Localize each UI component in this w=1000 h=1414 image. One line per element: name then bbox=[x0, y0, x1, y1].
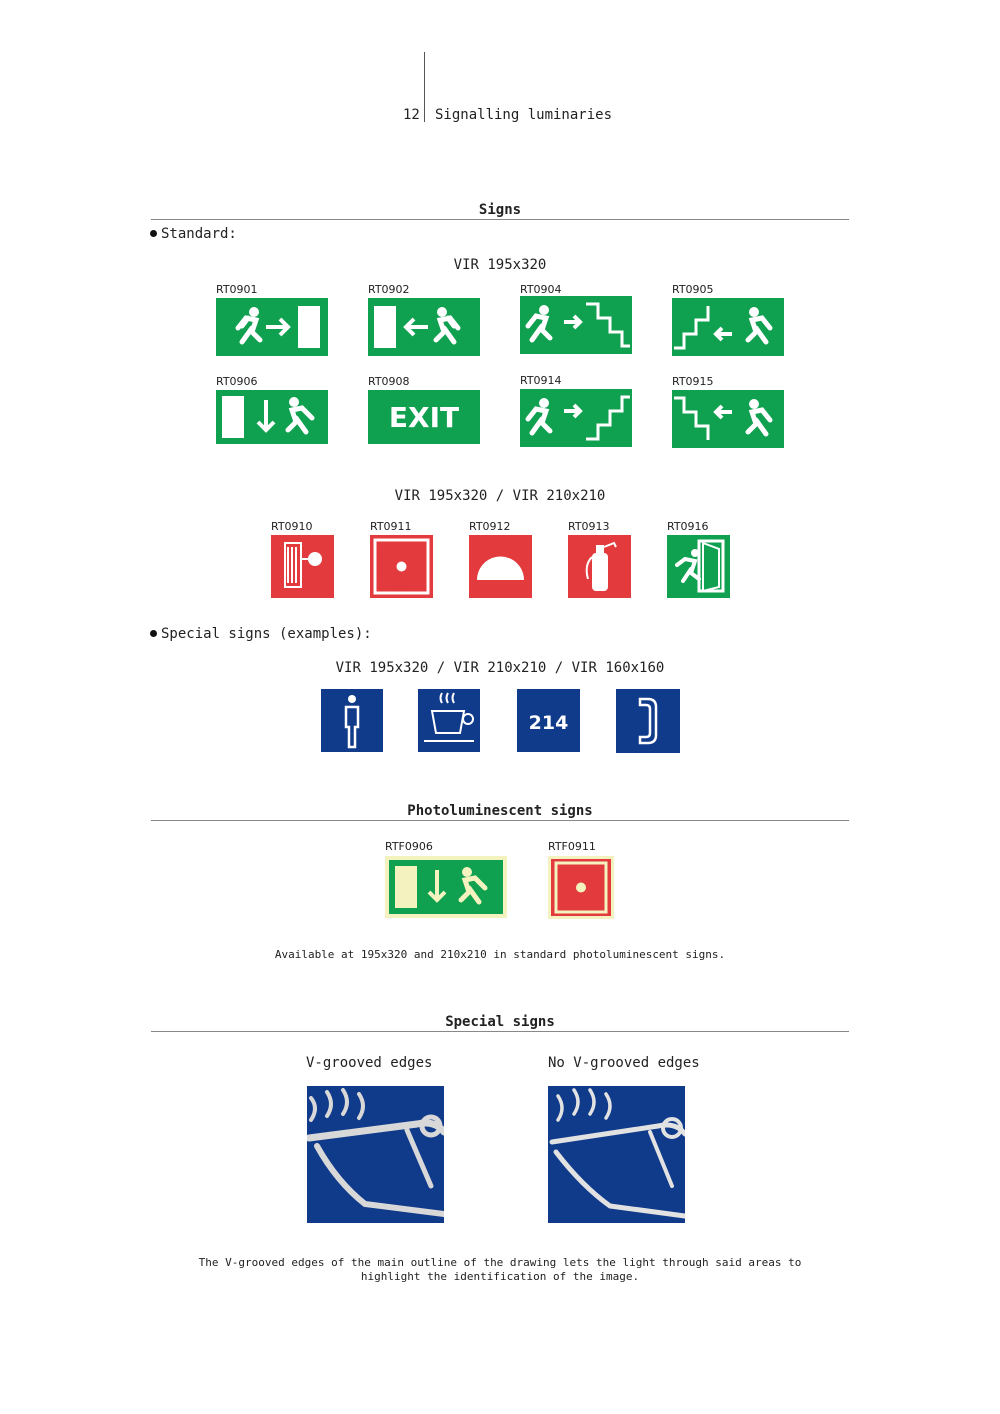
v-grooved-label: V-grooved edges bbox=[306, 1055, 433, 1071]
sign-stairs-up-right bbox=[520, 389, 632, 447]
standard-label: Standard: bbox=[161, 226, 237, 242]
sign-code: RT0914 bbox=[520, 374, 562, 387]
sign-code: RTF0906 bbox=[385, 840, 433, 853]
sign-code: RT0901 bbox=[216, 283, 258, 296]
coffee-closeup-no-v-grooved bbox=[548, 1086, 685, 1223]
size-label-1: VIR 195x320 bbox=[453, 257, 547, 273]
sign-telephone bbox=[616, 689, 680, 753]
header-divider bbox=[424, 52, 425, 122]
special-note-line1: The V-grooved edges of the main outline of the drawing lets the light through said areas to bbox=[198, 1256, 802, 1269]
sign-stairs-down-left bbox=[672, 390, 784, 448]
sign-exit-down bbox=[216, 390, 328, 444]
signs-rule bbox=[151, 219, 849, 220]
sign-code: RT0911 bbox=[370, 520, 412, 533]
sign-code: RT0915 bbox=[672, 375, 714, 388]
standard-bullet bbox=[150, 226, 237, 242]
photo-title: Photoluminescent signs bbox=[407, 803, 593, 819]
sign-code: RT0904 bbox=[520, 283, 562, 296]
page-title: Signalling luminaries bbox=[435, 107, 613, 123]
sign-code: RT0912 bbox=[469, 520, 511, 533]
sign-code: RT0905 bbox=[672, 283, 714, 296]
sign-exit-right bbox=[216, 298, 328, 356]
sign-photo-exit-down bbox=[385, 856, 507, 918]
size-label-2: VIR 195x320 / VIR 210x210 bbox=[394, 488, 606, 504]
sign-code: RT0902 bbox=[368, 283, 410, 296]
sign-code: RT0906 bbox=[216, 375, 258, 388]
sign-code: RT0910 bbox=[271, 520, 313, 533]
sign-code: RT0908 bbox=[368, 375, 410, 388]
sign-fire-bell bbox=[469, 535, 532, 598]
sign-fire-extinguisher bbox=[568, 535, 631, 598]
photo-rule bbox=[151, 820, 849, 821]
sign-code: RTF0911 bbox=[548, 840, 596, 853]
sign-stairs-down-right bbox=[520, 296, 632, 354]
room-number-text: 214 bbox=[528, 712, 569, 734]
special-note-line2: highlight the identification of the image. bbox=[360, 1270, 640, 1283]
sign-code: RT0916 bbox=[667, 520, 709, 533]
sign-code: RT0913 bbox=[568, 520, 610, 533]
special-title: Special signs bbox=[445, 1014, 555, 1030]
sign-person bbox=[321, 689, 383, 752]
sign-coffee bbox=[418, 689, 480, 752]
page-number: 12 bbox=[403, 107, 420, 123]
sign-exit-left bbox=[368, 298, 480, 356]
size-label-3: VIR 195x320 / VIR 210x210 / VIR 160x160 bbox=[335, 660, 665, 676]
exit-text: EXIT bbox=[388, 401, 460, 434]
no-v-grooved-label: No V-grooved edges bbox=[548, 1055, 700, 1071]
special-label: Special signs (examples): bbox=[161, 626, 372, 642]
special-bullet bbox=[150, 626, 372, 642]
signs-title: Signs bbox=[478, 202, 522, 218]
sign-fire-hose bbox=[271, 535, 334, 598]
sign-exit-text bbox=[368, 390, 480, 444]
sign-stairs-up-left bbox=[672, 298, 784, 356]
sign-photo-fire-alarm bbox=[548, 856, 614, 919]
coffee-closeup-v-grooved bbox=[307, 1086, 444, 1223]
sign-fire-alarm bbox=[370, 535, 433, 598]
special-rule bbox=[151, 1031, 849, 1032]
sign-room-number bbox=[517, 689, 580, 752]
sign-exit-door bbox=[667, 535, 730, 598]
photo-note: Available at 195x320 and 210x210 in standard photoluminescent signs. bbox=[274, 948, 726, 961]
